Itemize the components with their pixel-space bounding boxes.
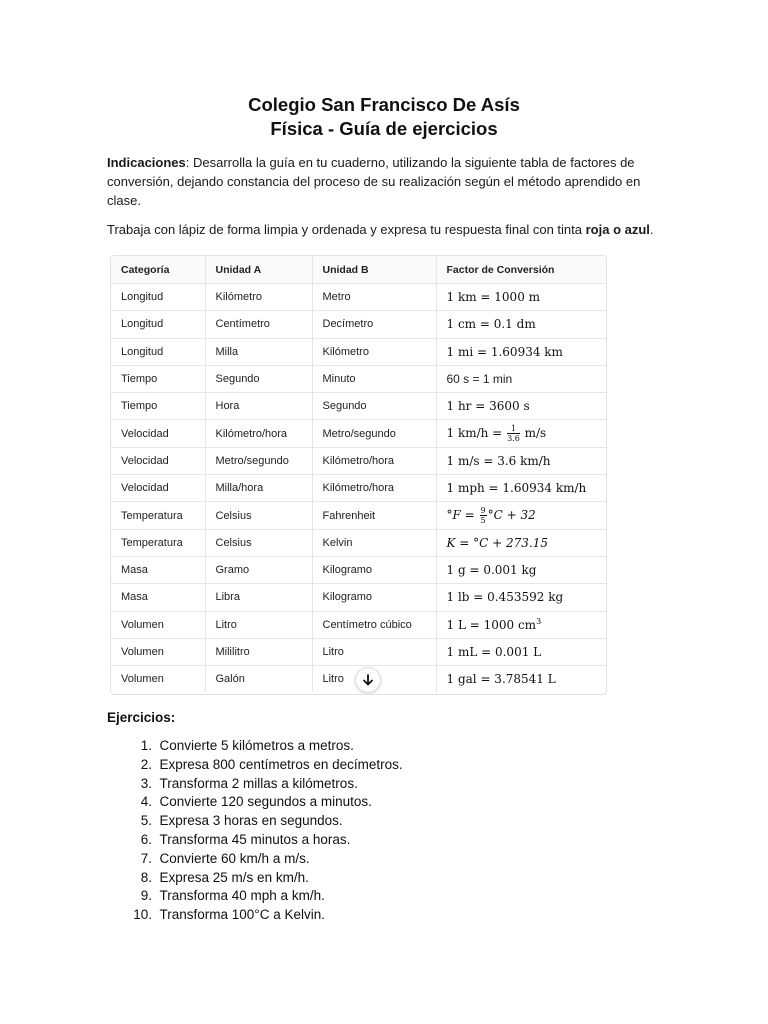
table-row [111, 529, 606, 556]
header-factor: Factor de Conversión [436, 256, 606, 284]
item-text: Expresa 3 horas en segundos. [159, 813, 343, 829]
table-row [111, 447, 606, 474]
table-row [111, 611, 606, 638]
item-text: Convierte 5 kilómetros a metros. [159, 738, 354, 753]
school-name: Colegio San Francisco De Asís [248, 94, 520, 115]
cell-unit-b [312, 666, 436, 693]
cell-unit-a: Milla [205, 338, 312, 365]
item-number: 4. [140, 794, 152, 810]
cell-unit-a: Litro [205, 611, 312, 638]
cell-unit-b: Kelvin [312, 529, 436, 556]
list-item [126, 906, 403, 925]
fraction-numerator: 1 [507, 424, 520, 434]
cell-factor: 1 lb = 0.453592 kg [436, 584, 606, 611]
cell-factor: K = °C + 273.15 [436, 529, 606, 556]
list-item [126, 850, 403, 869]
item-text: Convierte 120 segundos a minutos. [159, 794, 372, 810]
item-text: Expresa 25 m/s en km/h. [159, 869, 309, 885]
item-number: 5. [140, 813, 152, 829]
instructions-paragraph [107, 153, 667, 210]
list-item [126, 812, 403, 831]
cell-category: Tiempo [111, 393, 205, 420]
guide-title: Física - Guía de ejercicios [270, 118, 498, 139]
cell-factor: 1 g = 0.001 kg [436, 556, 606, 583]
cell-factor: 1 mph = 1.60934 km/h [436, 475, 606, 502]
cell-category: Volumen [111, 638, 205, 665]
cell-category: Volumen [111, 611, 205, 638]
cell-unit-b: Kilómetro/hora [312, 475, 436, 502]
header-unit-a: Unidad A [205, 256, 312, 284]
item-text: Transforma 100°C a Kelvin. [159, 907, 325, 923]
list-item [126, 756, 403, 775]
cell-factor: 1 cm = 0.1 dm [436, 311, 606, 338]
cell-unit-a: Milla/hora [205, 475, 312, 502]
factor-post: m/s [520, 426, 547, 441]
exercises-list [126, 737, 403, 925]
item-number: 1. [140, 738, 152, 753]
cell-unit-b-text: Litro [322, 673, 344, 686]
cell-unit-a: Kilómetro [205, 284, 312, 311]
cell-category: Velocidad [111, 475, 205, 502]
cell-unit-b: Segundo [312, 393, 436, 420]
cell-unit-a: Hora [205, 393, 312, 420]
item-number: 8. [140, 869, 152, 885]
cell-unit-a: Libra [205, 584, 312, 611]
cell-unit-a: Segundo [205, 365, 312, 392]
list-item [126, 775, 403, 794]
item-number: 7. [140, 850, 152, 866]
cell-unit-b: Metro/segundo [312, 420, 436, 447]
scroll-down-button[interactable] [355, 667, 381, 693]
table-row [111, 584, 606, 611]
list-item [126, 831, 403, 850]
item-number: 10. [133, 907, 152, 923]
cell-unit-b: Kilogramo [312, 584, 436, 611]
table-row [111, 284, 606, 311]
exercises-title: Ejercicios: [107, 710, 176, 725]
factor-superscript: 3 [536, 617, 542, 627]
cell-category: Masa [111, 584, 205, 611]
cell-factor: 1 gal = 3.78541 L [446, 672, 556, 687]
cell-unit-b: Centímetro cúbico [312, 611, 436, 638]
cell-unit-a: Metro/segundo [205, 447, 312, 474]
cell-factor [436, 502, 606, 529]
cell-factor: 1 hr = 3600 s [436, 393, 606, 420]
cell-unit-a: Celsius [205, 529, 312, 556]
table-row [111, 365, 606, 392]
item-text: Transforma 2 millas a kilómetros. [159, 775, 358, 791]
factor-pre: °F = [446, 508, 479, 523]
cell-unit-b: Kilogramo [312, 556, 436, 583]
cell-unit-a: Kilómetro/hora [205, 420, 312, 447]
cell-factor [436, 611, 606, 638]
table-row [111, 338, 606, 365]
cell-unit-a: Gramo [205, 556, 312, 583]
item-number: 9. [140, 888, 152, 904]
cell-unit-a: Galón [205, 666, 312, 693]
table-row [111, 420, 606, 447]
factor-pre: 1 km/h = [446, 426, 507, 441]
item-number: 2. [140, 756, 152, 772]
cell-unit-b: Litro [312, 638, 436, 665]
cell-unit-b: Metro [312, 284, 436, 311]
cell-unit-b: Fahrenheit [312, 502, 436, 529]
list-item [126, 869, 403, 888]
cell-factor: 1 km = 1000 m [436, 284, 606, 311]
cell-unit-b: Decímetro [312, 311, 436, 338]
cell-unit-a: Celsius [205, 502, 312, 529]
cell-category: Temperatura [111, 502, 205, 529]
cell-factor [436, 420, 606, 447]
cell-unit-b: Kilómetro/hora [312, 447, 436, 474]
cell-factor: 1 m/s = 3.6 km/h [436, 447, 606, 474]
table-row [111, 311, 606, 338]
item-text: Transforma 40 mph a km/h. [159, 888, 325, 904]
fraction-numerator: 9 [480, 506, 486, 516]
cell-unit-a: Mililitro [205, 638, 312, 665]
cell-category: Masa [111, 556, 205, 583]
cell-category: Temperatura [111, 529, 205, 556]
cell-category: Tiempo [111, 365, 205, 392]
cell-factor: 1 mL = 0.001 L [436, 638, 606, 665]
arrow-down-icon [362, 674, 374, 686]
table-row [111, 502, 606, 529]
fraction-denominator: 3.6 [507, 434, 520, 444]
item-text: Transforma 45 minutos a horas. [159, 831, 351, 847]
cell-factor: 1 mi = 1.60934 km [436, 338, 606, 365]
fraction-denominator: 5 [480, 516, 486, 526]
ink-color: roja o azul [585, 222, 650, 237]
header-category: Categoría [111, 256, 205, 284]
document-title [0, 93, 768, 141]
cell-category: Longitud [111, 338, 205, 365]
cell-category: Longitud [111, 284, 205, 311]
list-item [126, 887, 403, 906]
ink-text-post: . [649, 222, 654, 237]
ink-text-pre: Trabaja con lápiz de forma limpia y ordenada y expresa tu respuesta final con tinta [107, 222, 586, 237]
item-number: 3. [140, 775, 152, 791]
table-row [111, 556, 606, 583]
table-row [111, 666, 606, 693]
cell-unit-b: Minuto [312, 365, 436, 392]
instructions-label: Indicaciones [107, 155, 186, 170]
table-header-row [111, 256, 606, 284]
table-row [111, 393, 606, 420]
list-item [126, 737, 403, 756]
table-row [111, 638, 606, 665]
factor-post: °C + 32 [487, 508, 536, 523]
fraction [480, 506, 487, 525]
cell-category: Longitud [111, 311, 205, 338]
instructions-text: : Desarrolla la guía en tu cuaderno, utilizando la siguiente tabla de factores de conversión, dejando constancia del proceso de su realización según el método aprendido en clase. [107, 155, 641, 208]
factor-pre: 1 L = 1000 cm [446, 618, 537, 633]
table-row [111, 475, 606, 502]
cell-unit-a: Centímetro [205, 311, 312, 338]
cell-factor: 60 s = 1 min [436, 365, 606, 392]
fraction [507, 424, 520, 443]
item-text: Convierte 60 km/h a m/s. [159, 850, 310, 866]
ink-instructions [107, 220, 667, 239]
cell-category: Velocidad [111, 447, 205, 474]
cell-category: Volumen [111, 666, 205, 693]
item-text: Expresa 800 centímetros en decímetros. [159, 756, 403, 772]
header-unit-b: Unidad B [312, 256, 436, 284]
list-item [126, 793, 403, 812]
cell-category: Velocidad [111, 420, 205, 447]
item-number: 6. [140, 831, 152, 847]
conversion-table [110, 255, 607, 695]
cell-unit-b: Kilómetro [312, 338, 436, 365]
